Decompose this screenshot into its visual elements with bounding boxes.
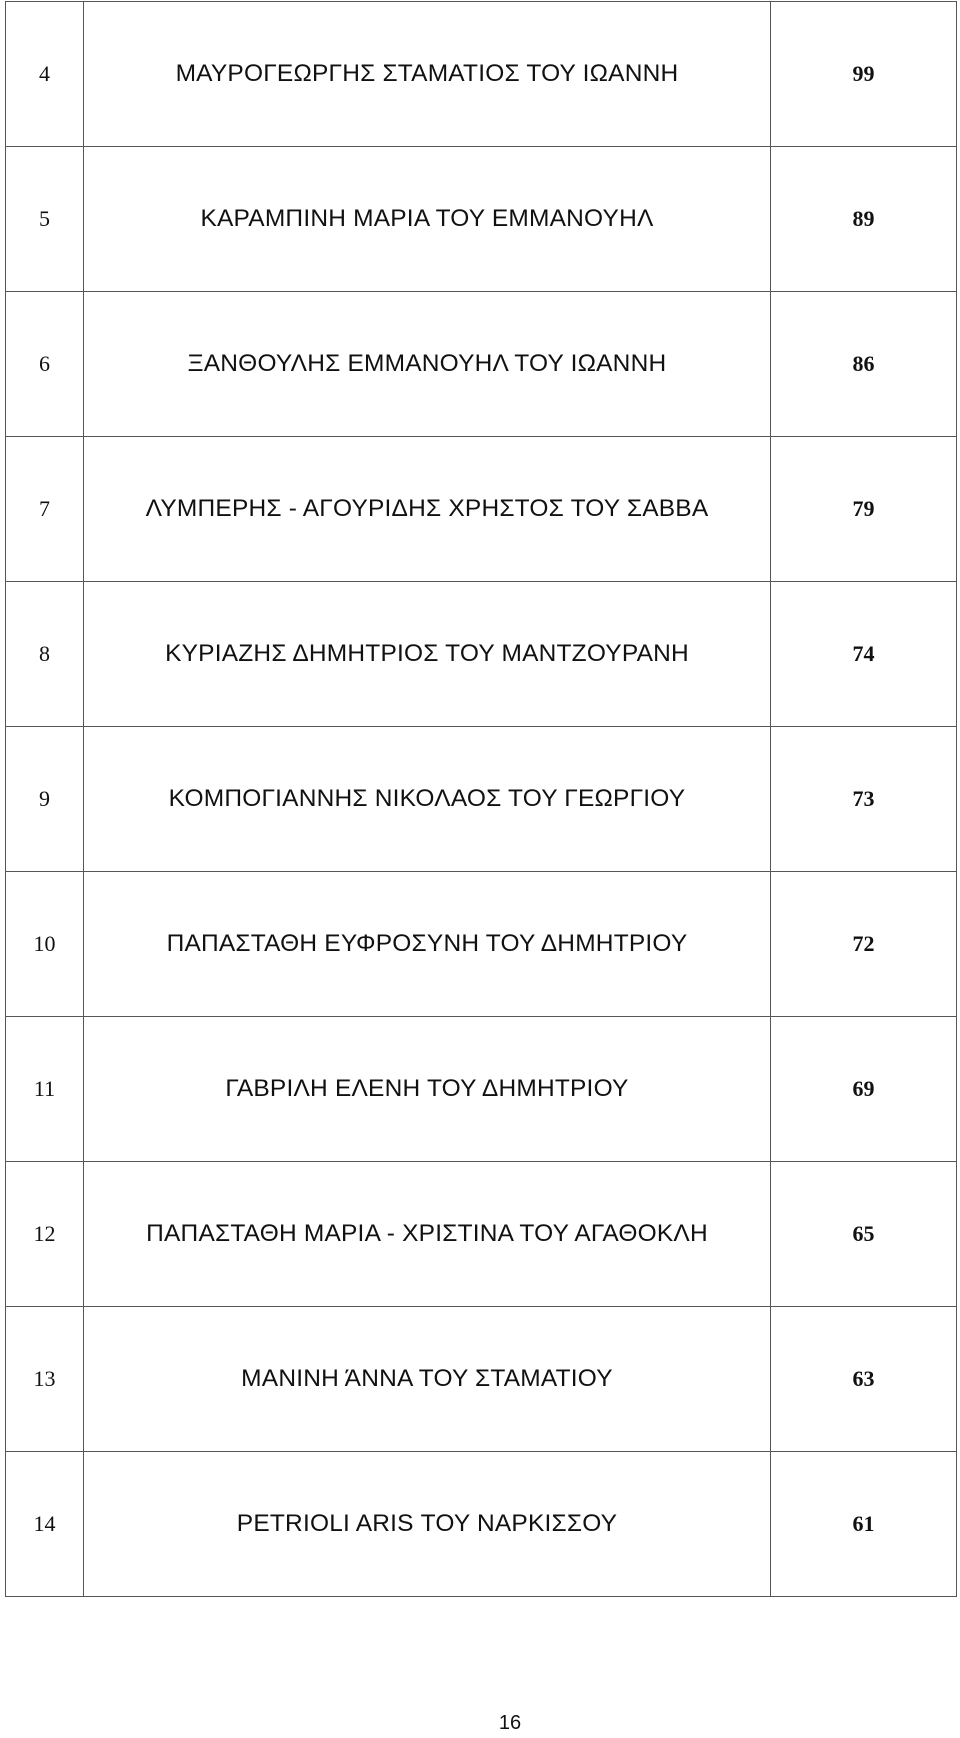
score-cell: 61 bbox=[771, 1452, 957, 1597]
score-cell: 89 bbox=[771, 147, 957, 292]
rank-cell: 6 bbox=[6, 292, 84, 437]
name-cell: ΛΥΜΠΕΡΗΣ - ΑΓΟΥΡΙΔΗΣ ΧΡΗΣΤΟΣ ΤΟΥ ΣΑΒΒΑ bbox=[84, 437, 771, 582]
name-cell: ΜΑΝΙΝΗ ΆΝΝΑ ΤΟΥ ΣΤΑΜΑΤΙΟΥ bbox=[84, 1307, 771, 1452]
name-cell: ΚΟΜΠΟΓΙΑΝΝΗΣ ΝΙΚΟΛΑΟΣ ΤΟΥ ΓΕΩΡΓΙΟΥ bbox=[84, 727, 771, 872]
table-row bbox=[6, 1162, 957, 1307]
score-cell: 74 bbox=[771, 582, 957, 727]
score-cell: 69 bbox=[771, 1017, 957, 1162]
rank-cell: 14 bbox=[6, 1452, 84, 1597]
table-row bbox=[6, 2, 957, 147]
name-cell: PETRIOLI ARIS ΤΟΥ ΝΑΡΚΙΣΣΟΥ bbox=[84, 1452, 771, 1597]
table-row bbox=[6, 872, 957, 1017]
score-cell: 79 bbox=[771, 437, 957, 582]
name-cell: ΓΑΒΡΙΛΗ ΕΛΕΝΗ ΤΟΥ ΔΗΜΗΤΡΙΟΥ bbox=[84, 1017, 771, 1162]
score-cell: 99 bbox=[771, 2, 957, 147]
rank-cell: 8 bbox=[6, 582, 84, 727]
name-cell: ΠΑΠΑΣΤΑΘΗ ΕΥΦΡΟΣΥΝΗ ΤΟΥ ΔΗΜΗΤΡΙΟΥ bbox=[84, 872, 771, 1017]
name-cell: ΚΥΡΙΑΖΗΣ ΔΗΜΗΤΡΙΟΣ ΤΟΥ ΜΑΝΤΖΟΥΡΑΝΗ bbox=[84, 582, 771, 727]
table-row bbox=[6, 437, 957, 582]
table-row bbox=[6, 292, 957, 437]
score-cell: 65 bbox=[771, 1162, 957, 1307]
name-cell: ΞΑΝΘΟΥΛΗΣ ΕΜΜΑΝΟΥΗΛ ΤΟΥ ΙΩΑΝΝΗ bbox=[84, 292, 771, 437]
name-cell: ΠΑΠΑΣΤΑΘΗ ΜΑΡΙΑ - ΧΡΙΣΤΙΝΑ ΤΟΥ ΑΓΑΘΟΚΛΗ bbox=[84, 1162, 771, 1307]
results-table bbox=[5, 1, 957, 1597]
score-cell: 63 bbox=[771, 1307, 957, 1452]
table-row bbox=[6, 727, 957, 872]
name-cell: ΜΑΥΡΟΓΕΩΡΓΗΣ ΣΤΑΜΑΤΙΟΣ ΤΟΥ ΙΩΑΝΝΗ bbox=[84, 2, 771, 147]
table-row bbox=[6, 147, 957, 292]
rank-cell: 7 bbox=[6, 437, 84, 582]
rank-cell: 11 bbox=[6, 1017, 84, 1162]
table-row bbox=[6, 1017, 957, 1162]
rank-cell: 12 bbox=[6, 1162, 84, 1307]
rank-cell: 4 bbox=[6, 2, 84, 147]
page-number: 16 bbox=[498, 1712, 522, 1734]
results-table-body bbox=[6, 2, 957, 1597]
rank-cell: 9 bbox=[6, 727, 84, 872]
rank-cell: 13 bbox=[6, 1307, 84, 1452]
table-row bbox=[6, 1307, 957, 1452]
name-cell: ΚΑΡΑΜΠΙΝΗ ΜΑΡΙΑ ΤΟΥ ΕΜΜΑΝΟΥΗΛ bbox=[84, 147, 771, 292]
score-cell: 73 bbox=[771, 727, 957, 872]
score-cell: 72 bbox=[771, 872, 957, 1017]
rank-cell: 5 bbox=[6, 147, 84, 292]
score-cell: 86 bbox=[771, 292, 957, 437]
table-row bbox=[6, 582, 957, 727]
rank-cell: 10 bbox=[6, 872, 84, 1017]
table-row bbox=[6, 1452, 957, 1597]
